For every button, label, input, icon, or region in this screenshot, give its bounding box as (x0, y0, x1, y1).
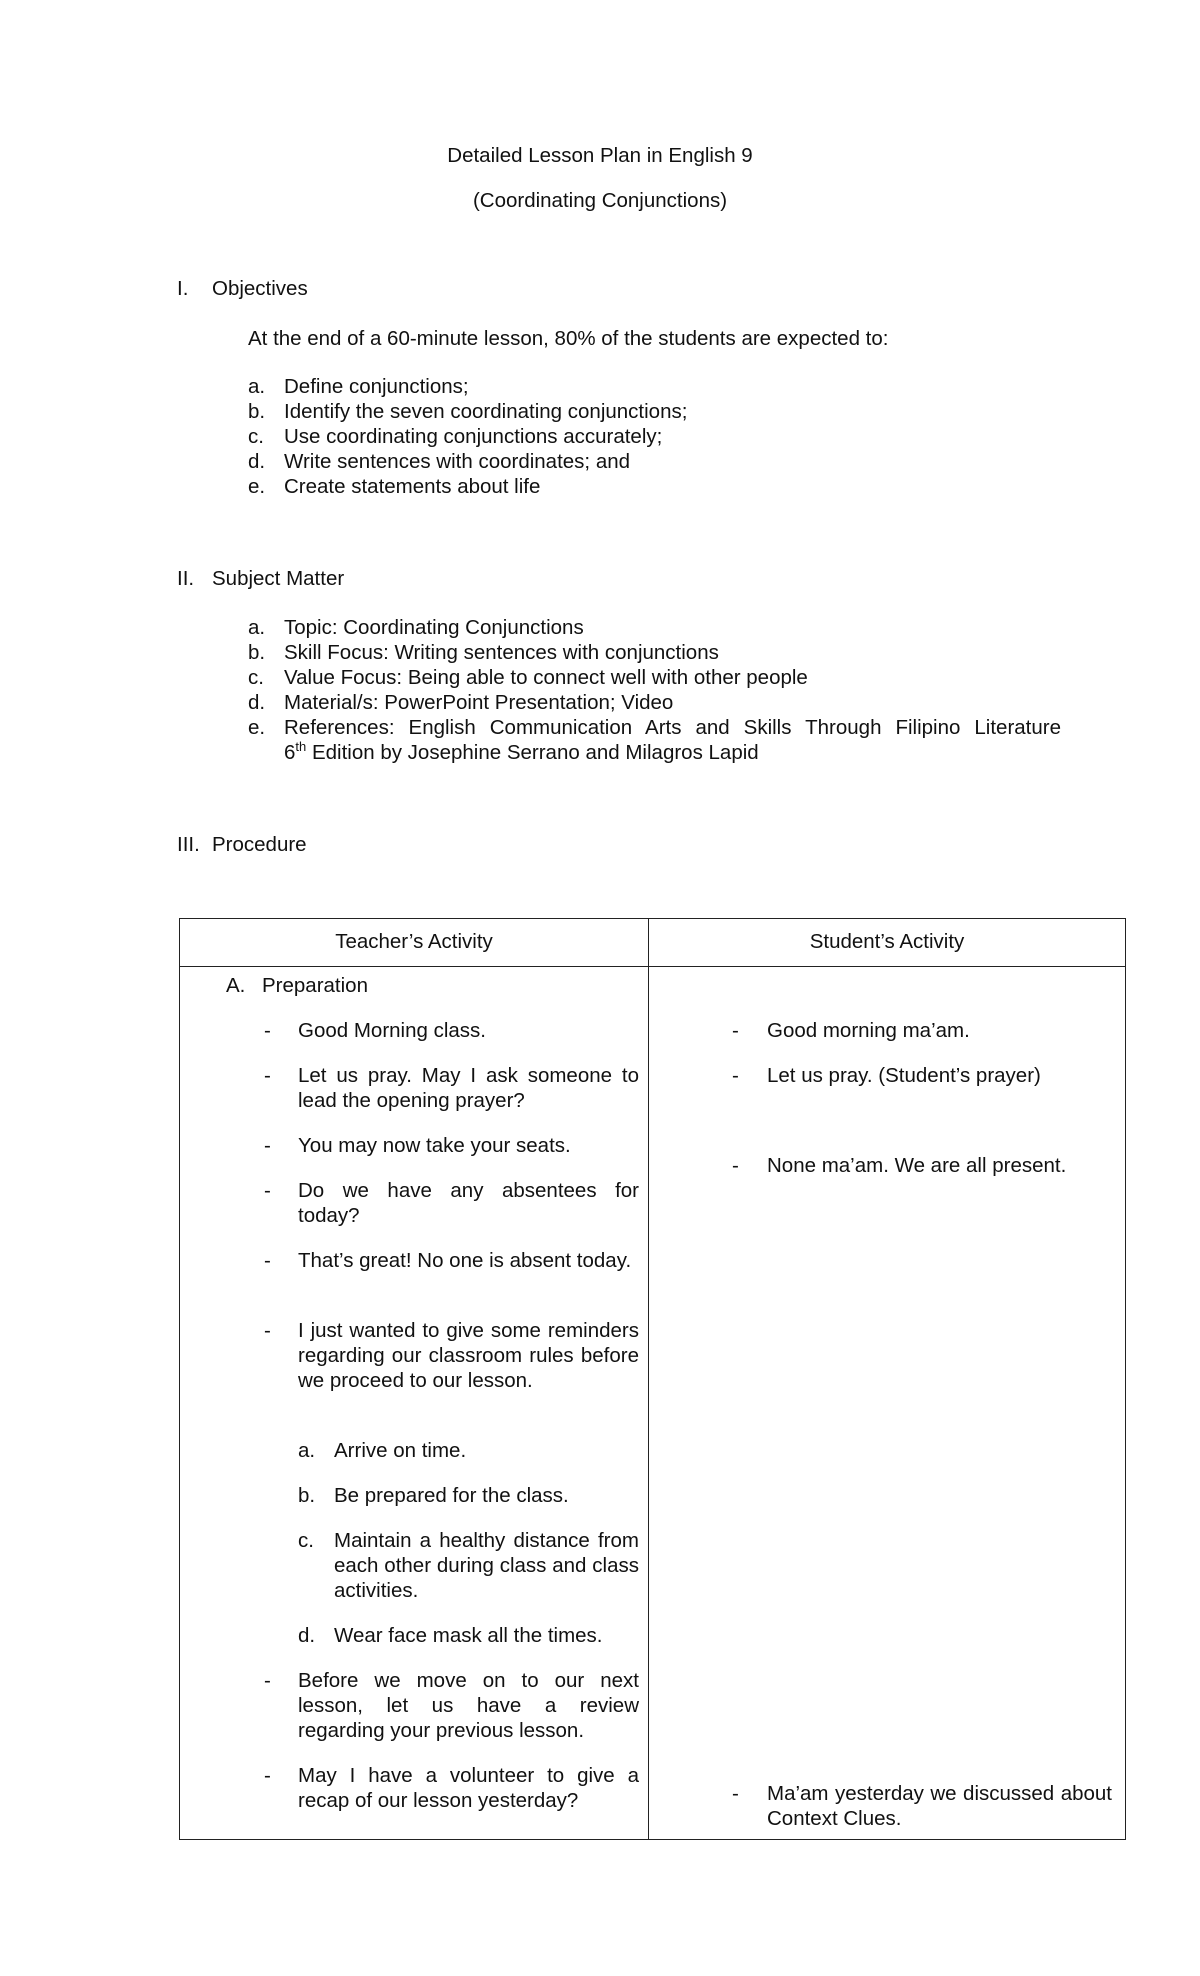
teacher-line: I just wanted to give some reminders regarding our classroom rules before we proceed to our lesson. (298, 1319, 639, 1392)
document-title: Detailed Lesson Plan in English 9 (447, 144, 753, 167)
list-item-label: d. (248, 691, 266, 714)
dash-bullet: - (264, 1764, 271, 1787)
teacher-line: Good Morning class. (298, 1019, 487, 1042)
teacher-line: May I have a volunteer to give a recap of our lesson yesterday? (298, 1764, 639, 1812)
objectives-list (248, 374, 968, 499)
procedure-heading: Procedure (212, 833, 307, 856)
dash-bullet: - (732, 1019, 739, 1042)
list-item-text: Create statements about life (284, 475, 541, 498)
list-item (248, 640, 1061, 665)
rule-text: Wear face mask all the times. (334, 1624, 603, 1647)
teacher-line: You may now take your seats. (298, 1134, 571, 1157)
dash-bullet: - (264, 1249, 271, 1272)
rule-label: a. (298, 1439, 316, 1462)
list-item (248, 474, 968, 499)
teacher-line: Before we move on to our next lesson, let us have a review regarding your previous lesson. (298, 1669, 639, 1742)
list-item (248, 690, 1061, 715)
subject-matter-number: II. (177, 567, 195, 590)
student-line: None ma’am. We are all present. (767, 1154, 1067, 1177)
student-activity-cell (649, 967, 1126, 1840)
list-item-text: Material/s: PowerPoint Presentation; Video (284, 691, 674, 714)
list-item-label: c. (248, 666, 264, 689)
dash-bullet: - (732, 1064, 739, 1087)
procedure-table (179, 918, 1126, 1840)
list-item-label: a. (248, 375, 266, 398)
edition-suffix: th (295, 739, 307, 754)
rule-text: Maintain a healthy distance from each other during class and class activities. (334, 1529, 639, 1602)
student-line: Good morning ma’am. (767, 1019, 970, 1042)
table-row (180, 967, 1126, 1840)
student-line: Let us pray. (Student’s prayer) (767, 1064, 1041, 1087)
list-item-label: a. (248, 616, 266, 639)
subject-matter-heading: Subject Matter (212, 567, 345, 590)
table-header-row (180, 919, 1126, 967)
dash-bullet: - (264, 1319, 271, 1342)
part-title: Preparation (262, 974, 368, 997)
edition-authors: Edition by Josephine Serrano and Milagros Lapid (306, 741, 759, 764)
subject-matter-list (248, 615, 1061, 765)
references-item (248, 715, 1061, 765)
teacher-line: That’s great! No one is absent today. (298, 1249, 632, 1272)
list-item (248, 665, 1061, 690)
list-item-text: Write sentences with coordinates; and (284, 450, 631, 473)
dash-bullet: - (264, 1179, 271, 1202)
dash-bullet: - (264, 1019, 271, 1042)
rule-text: Be prepared for the class. (334, 1484, 569, 1507)
dash-bullet: - (264, 1134, 271, 1157)
list-item-label: e. (248, 475, 266, 498)
list-item-text: Value Focus: Being able to connect well with other people (284, 666, 808, 689)
list-item (248, 615, 1061, 640)
procedure-number: III. (177, 833, 200, 856)
teacher-activity-header: Teacher’s Activity (180, 919, 649, 967)
dash-bullet: - (732, 1154, 739, 1177)
objectives-number: I. (177, 277, 189, 300)
rule-label: d. (298, 1624, 316, 1647)
list-item (248, 424, 968, 449)
dash-bullet: - (264, 1064, 271, 1087)
list-item-text: Topic: Coordinating Conjunctions (284, 616, 584, 639)
teacher-activity-cell (180, 967, 649, 1840)
objectives-intro: At the end of a 60-minute lesson, 80% of the students are expected to: (248, 327, 889, 350)
rule-label: b. (298, 1484, 316, 1507)
part-label: A. (226, 974, 246, 997)
list-item-label: b. (248, 400, 266, 423)
dash-bullet: - (732, 1782, 739, 1805)
list-item-label: c. (248, 425, 264, 448)
dash-bullet: - (264, 1669, 271, 1692)
list-item (248, 374, 968, 399)
document-subtitle: (Coordinating Conjunctions) (472, 189, 728, 212)
edition-number: 6 (284, 741, 296, 764)
list-item-text: Define conjunctions; (284, 375, 469, 398)
list-item-text: Skill Focus: Writing sentences with conjunctions (284, 641, 719, 664)
rule-label: c. (298, 1529, 314, 1552)
objectives-heading: Objectives (212, 277, 308, 300)
list-item (248, 449, 968, 474)
list-item-label: d. (248, 450, 266, 473)
list-item-text: Identify the seven coordinating conjunctions; (284, 400, 688, 423)
teacher-line: Do we have any absentees for today? (298, 1179, 639, 1227)
references-line-1: References: English Communication Arts and Skills Through Filipino Literature (284, 716, 1061, 739)
list-item-label: b. (248, 641, 266, 664)
list-item-text: Use coordinating conjunctions accurately; (284, 425, 663, 448)
student-activity-header: Student’s Activity (649, 919, 1126, 967)
list-item (248, 399, 968, 424)
list-item-label: e. (248, 716, 266, 739)
references-line-2 (284, 740, 1061, 765)
rule-text: Arrive on time. (334, 1439, 467, 1462)
student-line: Ma’am yesterday we discussed about Context Clues. (767, 1782, 1112, 1830)
teacher-line: Let us pray. May I ask someone to lead the opening prayer? (298, 1064, 639, 1112)
